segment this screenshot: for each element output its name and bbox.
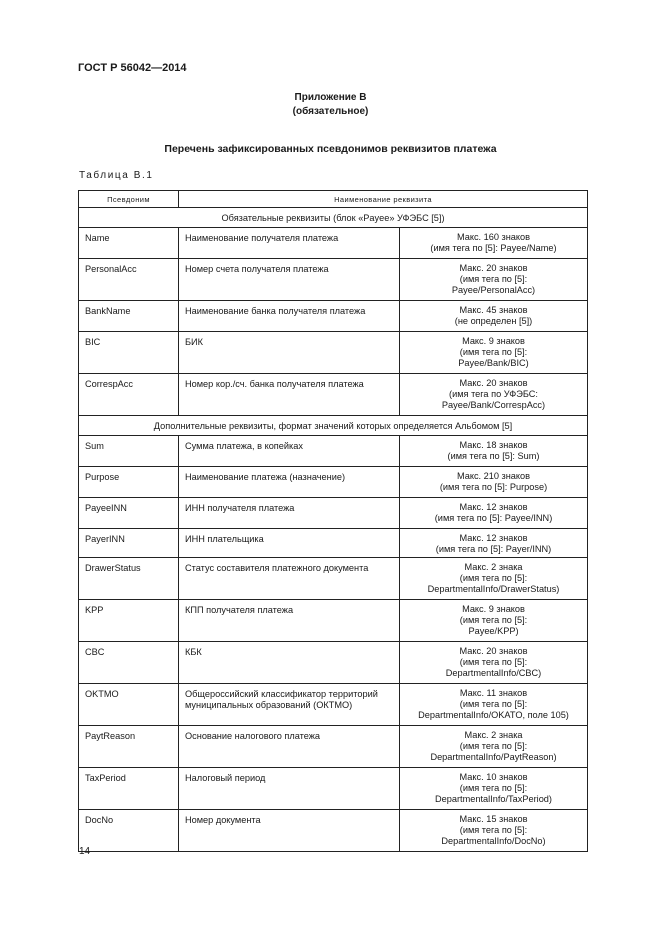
table-row [79,529,588,558]
section-row [79,208,588,228]
table-header-row [79,191,588,208]
column-header-name: Наименование реквизита [179,191,588,208]
requisites-table [78,190,588,852]
column-header-alias: Псевдоним [79,191,179,208]
annex-status: (обязательное) [292,106,369,117]
length-limit-cell [400,467,588,498]
length-limit-line: (имя тега по [5]: [459,614,528,625]
length-limit-cell [400,642,588,684]
table-caption: Таблица В.1 [79,170,154,181]
requisite-name-line: КБК [185,647,202,657]
requisite-name-cell [179,228,400,259]
requisite-name-cell [179,726,400,768]
length-limit-line: Макс. 2 знака [464,730,523,740]
length-limit-line: (имя тега по УФЭБС: [449,388,538,399]
length-limit-line: DepartmentalInfo/OKATO, поле 105) [418,709,569,720]
annex-title: Приложение В [294,92,367,103]
length-limit-line: Макс. 20 знаков [459,378,528,388]
requisite-name-cell [179,810,400,852]
length-limit-cell [400,768,588,810]
requisite-name-line: Налоговый период [185,773,266,783]
length-limit-line: Макс. 11 знаков [459,688,528,698]
requisite-name-line: ИНН получателя платежа [185,503,295,513]
table-row [79,467,588,498]
requisite-name-cell [179,600,400,642]
requisite-name-cell [179,529,400,558]
table-row [79,436,588,467]
requisite-name-line: Статус составителя платежного документа [185,563,369,573]
length-limit-cell [400,332,588,374]
length-limit-line: Макс. 12 знаков [459,502,528,512]
requisite-name-line: Наименование получателя платежа [185,233,339,243]
length-limit-line: Payee/PersonalAcc) [451,284,536,295]
length-limit-cell [400,374,588,416]
alias-cell: BankName [79,301,179,332]
alias-cell: PayerINN [79,529,179,558]
requisite-name-cell [179,332,400,374]
page-number: 14 [79,846,91,857]
table-row [79,301,588,332]
alias-cell: CorrespAcc [79,374,179,416]
table-row [79,642,588,684]
alias-cell: BIC [79,332,179,374]
length-limit-line: Макс. 9 знаков [462,604,525,614]
length-limit-line: Макс. 210 знаков [456,471,531,481]
table-row [79,259,588,301]
length-limit-line: (имя тега по [5]: Sum) [447,450,540,461]
length-limit-line: Payee/Bank/CorrespAcc) [441,399,546,410]
length-limit-line: (имя тега по [5]: Purpose) [439,481,548,492]
length-limit-line: (имя тега по [5]: Payee/INN) [434,512,553,523]
requisite-name-line: Общероссийский классификатор территорий [185,689,378,699]
length-limit-cell [400,726,588,768]
requisite-name-line: Наименование банка получателя платежа [185,306,366,316]
table-row [79,600,588,642]
requisite-name-cell [179,498,400,529]
length-limit-line: (имя тега по [5]: [459,572,528,583]
requisite-name-cell [179,768,400,810]
length-limit-cell [400,498,588,529]
length-limit-line: DepartmentalInfo/TaxPeriod) [435,793,552,804]
alias-cell: TaxPeriod [79,768,179,810]
section-title: Дополнительные реквизиты, формат значений которых определяется Альбомом [5] [79,416,588,436]
annex-heading [0,91,661,119]
table-body [79,208,588,852]
section-title: Обязательные реквизиты (блок «Payee» УФЭБС [5]) [79,208,588,228]
requisite-name-cell [179,684,400,726]
length-limit-line: Макс. 9 знаков [462,336,525,346]
length-limit-line: Макс. 2 знака [464,562,523,572]
length-limit-line: (не определен [5]) [454,315,533,326]
alias-cell: Name [79,228,179,259]
length-limit-line: (имя тега по [5]: [459,656,528,667]
requisite-name-line: ИНН плательщика [185,534,264,544]
length-limit-line: (имя тега по [5]: [459,740,528,751]
length-limit-line: Макс. 15 знаков [459,814,528,824]
length-limit-cell [400,228,588,259]
length-limit-line: (имя тега по [5]: [459,824,528,835]
table-row [79,558,588,600]
table-row [79,684,588,726]
requisite-name-line: Номер счета получателя платежа [185,264,329,274]
length-limit-line: DepartmentalInfo/PaytReason) [430,751,557,762]
alias-cell: OKTMO [79,684,179,726]
requisite-name-cell [179,374,400,416]
length-limit-line: Макс. 20 знаков [459,646,528,656]
alias-cell: PaytReason [79,726,179,768]
length-limit-line: Макс. 12 знаков [459,533,528,543]
length-limit-line: Макс. 20 знаков [459,263,528,273]
length-limit-line: (имя тега по [5]: [459,346,528,357]
table-row [79,726,588,768]
requisite-name-cell [179,642,400,684]
length-limit-line: DepartmentalInfo/CBC) [445,667,542,678]
requisite-name-cell [179,301,400,332]
length-limit-line: Макс. 18 знаков [459,440,528,450]
length-limit-line: (имя тега по [5]: Payer/INN) [435,543,552,554]
document-title: Перечень зафиксированных псевдонимов реквизитов платежа [164,143,497,155]
length-limit-cell [400,810,588,852]
table-row [79,498,588,529]
alias-cell: KPP [79,600,179,642]
table-row [79,374,588,416]
table-row [79,810,588,852]
requisite-name-line: Наименование платежа (назначение) [185,472,346,482]
length-limit-cell [400,558,588,600]
requisite-name-line: Сумма платежа, в копейках [185,441,303,451]
table-row [79,332,588,374]
length-limit-line: Макс. 10 знаков [459,772,528,782]
length-limit-line: DepartmentalInfo/DrawerStatus) [427,583,560,594]
length-limit-cell [400,529,588,558]
length-limit-cell [400,600,588,642]
section-row [79,416,588,436]
length-limit-cell [400,684,588,726]
alias-cell: DrawerStatus [79,558,179,600]
requisite-name-cell [179,259,400,301]
length-limit-line: (имя тега по [5]: [459,273,528,284]
alias-cell: Purpose [79,467,179,498]
requisite-name-cell [179,558,400,600]
requisite-name-line: КПП получателя платежа [185,605,294,615]
length-limit-line: Макс. 160 знаков [456,232,531,242]
requisite-name-line: Основание налогового платежа [185,731,321,741]
standard-code: ГОСТ Р 56042—2014 [78,62,187,74]
length-limit-cell [400,301,588,332]
table-row [79,768,588,810]
length-limit-line: (имя тега по [5]: [459,698,528,709]
length-limit-line: Payee/KPP) [468,625,519,636]
alias-cell: PayeeINN [79,498,179,529]
requisite-name-line: Номер кор./сч. банка получателя платежа [185,379,364,389]
requisite-name-line: муниципальных образований (ОКТМО) [185,699,353,710]
requisite-name-line: Номер документа [185,815,261,825]
alias-cell: CBC [79,642,179,684]
alias-cell: PersonalAcc [79,259,179,301]
length-limit-cell [400,259,588,301]
table-row [79,228,588,259]
length-limit-line: (имя тега по [5]: [459,782,528,793]
requisite-name-cell [179,467,400,498]
length-limit-line: DepartmentalInfo/DocNo) [441,835,546,846]
length-limit-line: (имя тега по [5]: Payee/Name) [430,242,557,253]
alias-cell: DocNo [79,810,179,852]
length-limit-line: Макс. 45 знаков [459,305,528,315]
length-limit-line: Payee/Bank/BIC) [458,357,529,368]
alias-cell: Sum [79,436,179,467]
requisite-name-line: БИК [185,337,203,347]
length-limit-cell [400,436,588,467]
requisite-name-cell [179,436,400,467]
